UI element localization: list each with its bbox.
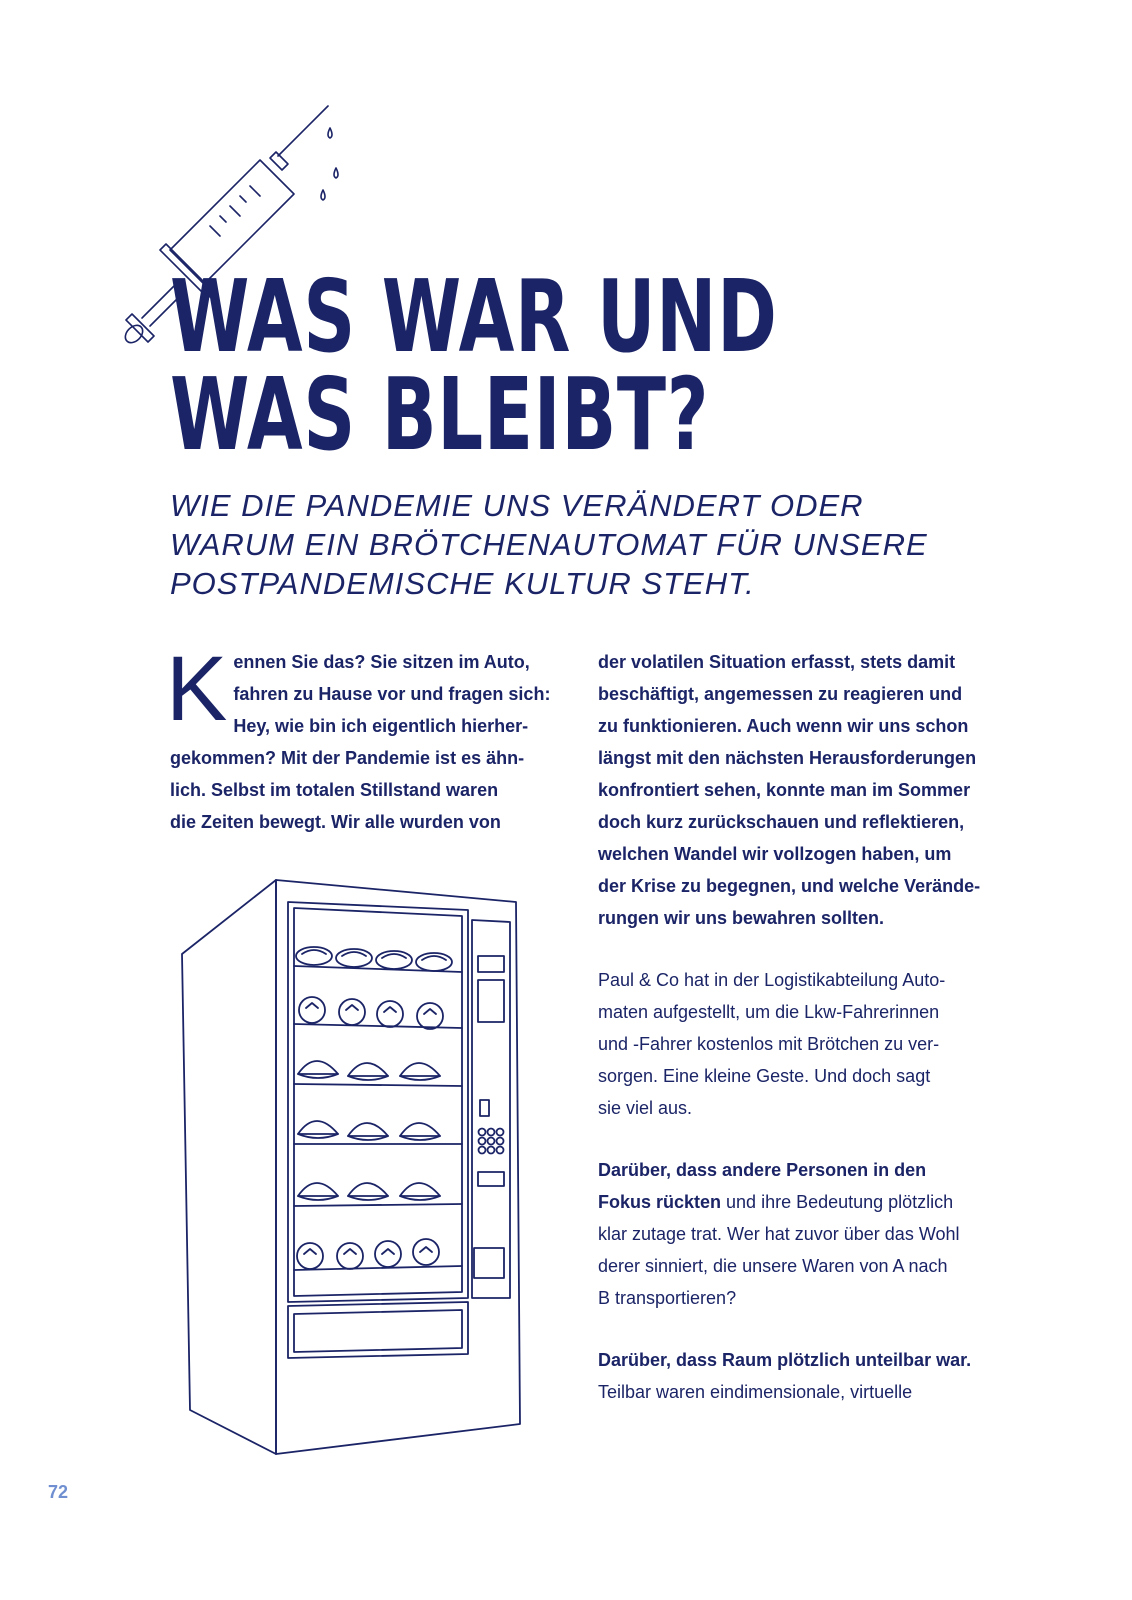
- body-text: [598, 646, 1008, 1408]
- intro-line: gekommen? Mit der Pandemie ist es ähn-: [170, 748, 525, 768]
- intro-line: fahren zu Hause vor und fragen sich:: [233, 684, 551, 704]
- body-line: [598, 1186, 1008, 1218]
- subtitle-line-1: WIE DIE PANDEMIE UNS VERÄNDERT ODER: [170, 488, 864, 523]
- body-line: beschäftigt, angemessen zu reagieren und: [598, 684, 963, 704]
- paragraph-2: [598, 964, 1008, 1124]
- page-title: [170, 258, 778, 473]
- body-line: derer sinniert, die unsere Waren von A nach: [598, 1256, 948, 1276]
- subtitle: [170, 486, 928, 603]
- paragraph-4: [598, 1344, 1008, 1408]
- body-line: der volatilen Situation erfasst, stets damit: [598, 652, 956, 672]
- body-line: und -Fahrer kostenlos mit Brötchen zu ver-: [598, 1034, 940, 1054]
- body-line: rungen wir uns bewahren sollten.: [598, 908, 885, 928]
- body-text-run: und ihre Bedeutung plötzlich: [721, 1192, 954, 1212]
- body-line: konfrontiert sehen, konnte man im Sommer: [598, 780, 971, 800]
- drop-cap: K: [166, 638, 228, 740]
- body-line: Darüber, dass Raum plötzlich unteilbar war.: [598, 1350, 972, 1370]
- intro-line: ennen Sie das? Sie sitzen im Auto,: [233, 652, 530, 672]
- emphasis: Fokus rückten: [598, 1192, 722, 1212]
- intro-paragraph: [166, 638, 570, 838]
- paragraph-3: [598, 1154, 1008, 1314]
- body-line: sie viel aus.: [598, 1098, 693, 1118]
- body-line: längst mit den nächsten Herausforderungen: [598, 748, 977, 768]
- intro-line: Hey, wie bin ich eigentlich hierher-: [233, 716, 529, 736]
- title-line-2: WAS BLEIBT?: [170, 356, 710, 473]
- body-line: Teilbar waren eindimensionale, virtuelle: [598, 1382, 913, 1402]
- body-line: zu funktionieren. Auch wenn wir uns schon: [598, 716, 969, 736]
- body-line: maten aufgestellt, um die Lkw-Fahrerinnen: [598, 1002, 940, 1022]
- subtitle-line-2: WARUM EIN BRÖTCHENAUTOMAT FÜR UNSERE: [170, 527, 928, 562]
- title-line-1: WAS WAR UND: [170, 258, 778, 375]
- body-line: welchen Wandel wir vollzogen haben, um: [598, 844, 952, 864]
- body-line: klar zutage trat. Wer hat zuvor über das Wohl: [598, 1224, 960, 1244]
- subtitle-line-3: POSTPANDEMISCHE KULTUR STEHT.: [170, 566, 755, 601]
- paragraph-1: [598, 646, 1008, 934]
- page-number: 72: [48, 1482, 69, 1502]
- body-line: sorgen. Eine kleine Geste. Und doch sagt: [598, 1066, 931, 1086]
- body-line: der Krise zu begegnen, und welche Verände-: [598, 876, 981, 896]
- body-line: B transportieren?: [598, 1288, 737, 1308]
- vending-machine-illustration: [176, 874, 526, 1460]
- intro-line: die Zeiten bewegt. Wir alle wurden von: [170, 812, 501, 832]
- intro-line: lich. Selbst im totalen Stillstand waren: [170, 780, 499, 800]
- body-line: Darüber, dass andere Personen in den: [598, 1160, 927, 1180]
- body-line: doch kurz zurückschauen und reflektieren,: [598, 812, 965, 832]
- body-line: Paul & Co hat in der Logistikabteilung Auto-: [598, 970, 946, 990]
